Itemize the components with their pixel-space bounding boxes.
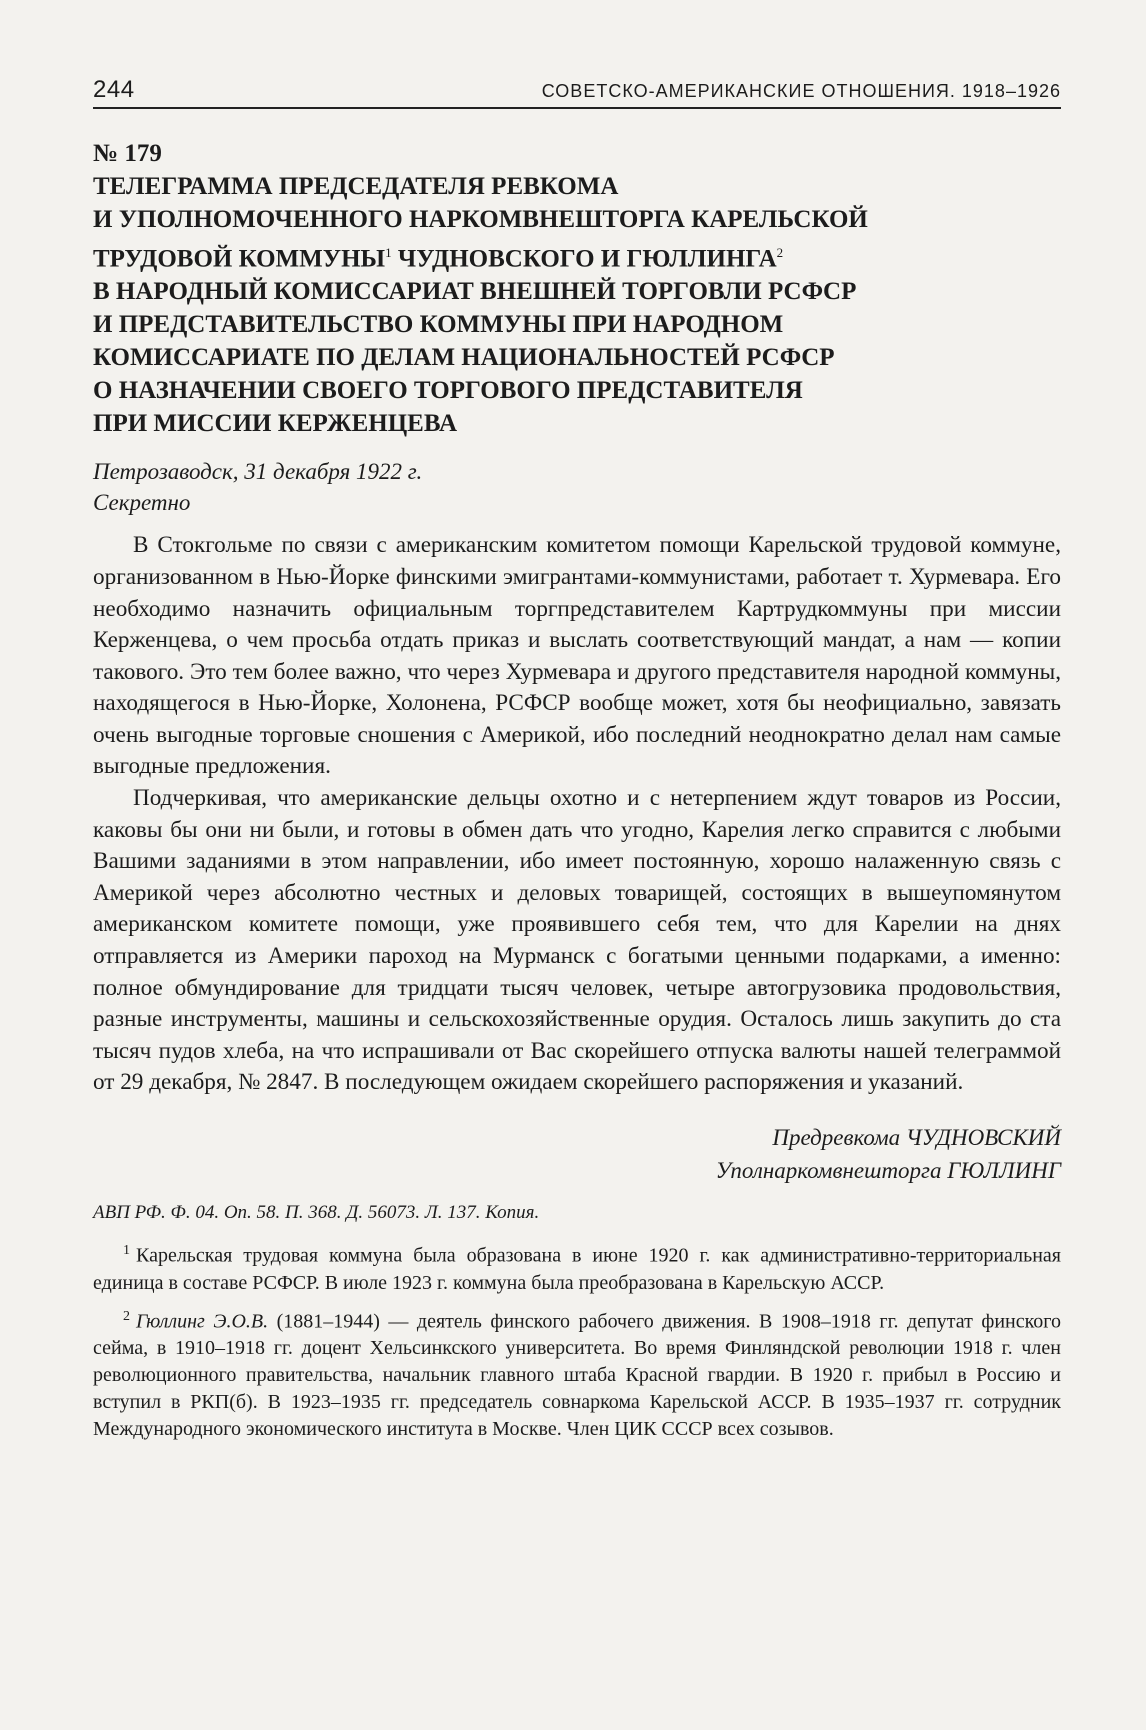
body-text xyxy=(93,530,1061,1099)
footnotes xyxy=(93,1237,1061,1443)
document-title xyxy=(93,170,1061,440)
footnote xyxy=(93,1237,1061,1297)
running-title: СОВЕТСКО-АМЕРИКАНСКИЕ ОТНОШЕНИЯ. 1918–1926 xyxy=(541,81,1061,101)
book-page xyxy=(93,76,1061,1449)
document-number: № 179 xyxy=(93,140,162,167)
footnote-mark: 2 xyxy=(776,245,784,260)
title-line: ПРИ МИССИИ КЕРЖЕНЦЕВА xyxy=(93,410,458,438)
footnote-text: (1881–1944) — деятель финского рабочего движения. В 1908–1918 гг. депутат финского сейма, в 1910–1918 гг. доцент Хельсинкского университета. Во время Финляндской революции 1918 г. член революционного правительства, начальник главного штаба Красной гвардии. В 1920 г. прибыл в Россию и вступил в РКП(б). В 1923–1935 гг. председатель совнаркома Карельской АССР. В 1935–1937 гг. сотрудник Международного экономического института в Москве. Член ЦИК СССР всех созывов. xyxy=(93,1310,1062,1441)
footnote-number: 1 xyxy=(123,1243,130,1259)
classification: Секретно xyxy=(93,490,191,516)
title-line: ТЕЛЕГРАММА ПРЕДСЕДАТЕЛЯ РЕВКОМА xyxy=(93,173,619,200)
footnote-number: 2 xyxy=(123,1308,130,1324)
dateline: Петрозаводск, 31 декабря 1922 г. xyxy=(93,459,423,485)
title-line-part: ЧУДНОВСКОГО И ГЮЛЛИНГА xyxy=(391,245,777,273)
signature-line: Предревкома ЧУДНОВСКИЙ xyxy=(772,1125,1061,1151)
title-line: О НАЗНАЧЕНИИ СВОЕГО ТОРГОВОГО ПРЕДСТАВИТЕЛЯ xyxy=(93,377,803,405)
page-number: 244 xyxy=(93,76,135,103)
title-line: КОМИССАРИАТЕ ПО ДЕЛАМ НАЦИОНАЛЬНОСТЕЙ РСФСР xyxy=(93,344,835,372)
title-line xyxy=(93,236,1061,275)
title-line-part: ТРУДОВОЙ КОММУНЫ xyxy=(93,245,386,273)
footnote-text: Карельская трудовая коммуна была образована в июне 1920 г. как административно-территориальная единица в составе РСФСР. В июле 1923 г. коммуна была преобразована в Карельскую АССР. xyxy=(93,1244,1061,1294)
title-line: В НАРОДНЫЙ КОМИССАРИАТ ВНЕШНЕЙ ТОРГОВЛИ РСФСР xyxy=(93,278,857,306)
footnote-person-name: Гюллинг Э.О.В. xyxy=(136,1310,269,1333)
title-line: И УПОЛНОМОЧЕННОГО НАРКОМВНЕШТОРГА КАРЕЛЬСКОЙ xyxy=(93,206,868,233)
title-line: И ПРЕДСТАВИТЕЛЬСТВО КОММУНЫ ПРИ НАРОДНОМ xyxy=(93,311,784,339)
signatures xyxy=(93,1121,1061,1187)
archive-reference: АВП РФ. Ф. 04. Оп. 58. П. 368. Д. 56073. Л. 137. Копия. xyxy=(93,1202,540,1224)
paragraph: Подчеркивая, что американские дельцы охотно и с нетерпением ждут товаров из России, каковы бы они ни были, и готовы в обмен дать что угодно, Карелия легко справится с любыми Вашими заданиями в этом направлении, ибо имеет постоянную, хорошо налаженную связь с Америкой через абсолютно честных и деловых товарищей, состоящих в вышеупомянутом американском комитете помощи, уже проявившего себя тем, что для Карелии на днях отправляется из Америки пароход на Мурманск с богатыми ценными подарками, а именно: полное обмундирование для тридцати тысяч человек, четыре автогрузовика продовольствия, разные инструменты, машины и сельскохозяйственные орудия. Осталось лишь закупить до ста тысяч пудов хлеба, на что испрашивали от Вас скорейшего отпуска валюты нашей телеграммой от 29 декабря, № 2847. В последующем ожидаем скорейшего распоряжения и указаний. xyxy=(93,785,1061,1096)
footnote-mark: 1 xyxy=(385,245,392,260)
running-head xyxy=(93,76,1061,109)
footnote xyxy=(93,1303,1061,1444)
signature-line: Уполнаркомвнешторга ГЮЛЛИНГ xyxy=(715,1158,1061,1184)
paragraph: В Стокгольме по связи с американским комитетом помощи Карельской трудовой коммуне, организованном в Нью-Йорке финскими эмигрантами-коммунистами, работает т. Хурмевара. Его необходимо назначить официальным торгпредставителем Картрудкоммуны при миссии Керженцева, о чем просьба отдать приказ и выслать соответствующий мандат, а нам — копии такового. Это тем более важно, что через Хурмевара и другого представителя народной коммуны, находящегося в Нью-Йорке, Холонена, РСФСР вообще может, хотя бы неофициально, завязать очень выгодные торговые сношения с Америкой, ибо последний неоднократно делал нам самые выгодные предложения. xyxy=(93,532,1061,780)
